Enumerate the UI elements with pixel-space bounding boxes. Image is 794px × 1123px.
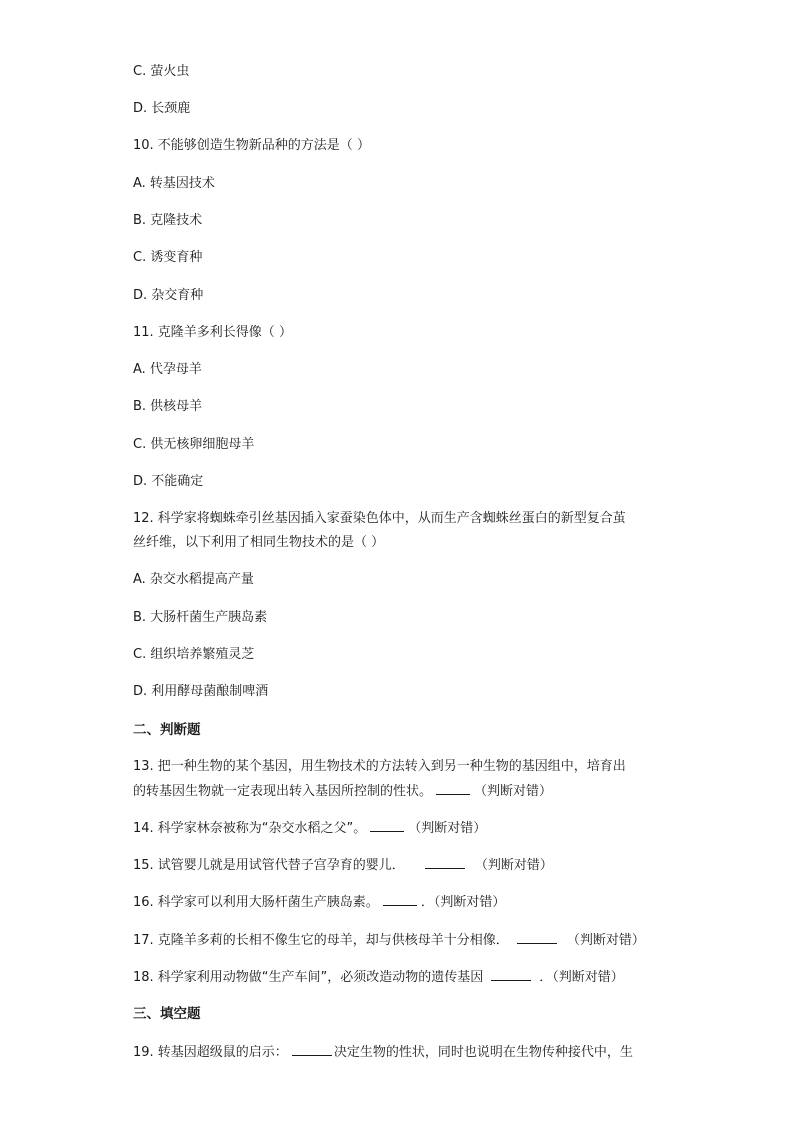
question-10-stem: 10. 不能够创造生物新品种的方法是（ ）	[133, 138, 370, 153]
question-12-stem-line1: 12. 科学家将蜘蛛牵引丝基因插入家蚕染色体中，从而生产含蜘蛛丝蛋白的新型复合茧	[133, 511, 626, 526]
q14-answer-blank[interactable]	[370, 818, 404, 832]
question-13-line1: 13. 把一种生物的某个基因，用生物技术的方法转入到另一种生物的基因组中，培育出	[133, 759, 626, 774]
question-16	[133, 892, 673, 913]
q15-answer-blank[interactable]	[425, 855, 465, 869]
q13-answer-blank[interactable]	[436, 781, 470, 795]
q12-option-b: B. 大肠杆菌生产胰岛素	[133, 610, 268, 625]
question-18	[133, 967, 673, 988]
question-14	[133, 818, 673, 839]
q18-suffix: ．（判断对错）	[539, 970, 624, 985]
q15-suffix: （判断对错）	[474, 858, 553, 873]
q17-answer-blank[interactable]	[517, 930, 557, 944]
q17-text: 17. 克隆羊多莉的长相不像生它的母羊，却与供核母羊十分相像．	[133, 933, 509, 948]
q11-option-a: A. 代孕母羊	[133, 362, 202, 377]
q11-option-d: D. 不能确定	[133, 474, 204, 489]
question-17	[133, 930, 673, 951]
q18-text: 18. 科学家利用动物做“生产车间”，必须改造动物的遗传基因	[133, 970, 484, 985]
q16-text: 16. 科学家可以利用大肠杆菌生产胰岛素。	[133, 895, 379, 910]
section-heading-judgment: 二、判断题	[133, 722, 201, 738]
question-15	[133, 855, 673, 876]
q19-continuation: 决定生物的性状，同时也说明在生物传种接代中，生	[333, 1045, 633, 1060]
q17-suffix: （判断对错）	[566, 933, 645, 948]
q15-text: 15. 试管婴儿就是用试管代替子宫孕育的婴儿．	[133, 858, 405, 873]
option-c: C. 萤火虫	[133, 64, 190, 79]
q19-text: 19. 转基因超级鼠的启示：	[133, 1045, 288, 1060]
q16-suffix: ．（判断对错）	[420, 895, 506, 910]
q10-option-a: A. 转基因技术	[133, 176, 215, 191]
question-13-line2	[133, 781, 673, 802]
q10-option-b: B. 克隆技术	[133, 213, 203, 228]
q10-option-c: C. 诱变育种	[133, 250, 203, 265]
q18-answer-blank[interactable]	[491, 967, 531, 981]
option-d: D. 长颈鹿	[133, 101, 191, 116]
q16-answer-blank[interactable]	[383, 892, 417, 906]
q14-suffix: （判断对错）	[408, 821, 487, 836]
q19-answer-blank[interactable]	[292, 1042, 332, 1056]
q12-option-c: C. 组织培养繁殖灵芝	[133, 647, 255, 662]
question-12-stem-line2: 丝纤维，以下利用了相同生物技术的是（ ）	[133, 535, 385, 550]
q10-option-d: D. 杂交育种	[133, 288, 204, 303]
q12-option-a: A. 杂交水稻提高产量	[133, 572, 254, 587]
q11-option-b: B. 供核母羊	[133, 399, 203, 414]
q13-suffix: （判断对错）	[474, 784, 553, 799]
q14-text: 14. 科学家林奈被称为“杂交水稻之父”。	[133, 821, 367, 836]
q12-option-d: D. 利用酵母菌酿制啤酒	[133, 684, 269, 699]
q13-text: 的转基因生物就一定表现出转入基因所控制的性状。	[133, 784, 433, 799]
question-19	[133, 1042, 673, 1063]
section-heading-fill-blank: 三、填空题	[133, 1006, 201, 1022]
q11-option-c: C. 供无核卵细胞母羊	[133, 437, 255, 452]
question-11-stem: 11. 克隆羊多利长得像（ ）	[133, 325, 292, 340]
